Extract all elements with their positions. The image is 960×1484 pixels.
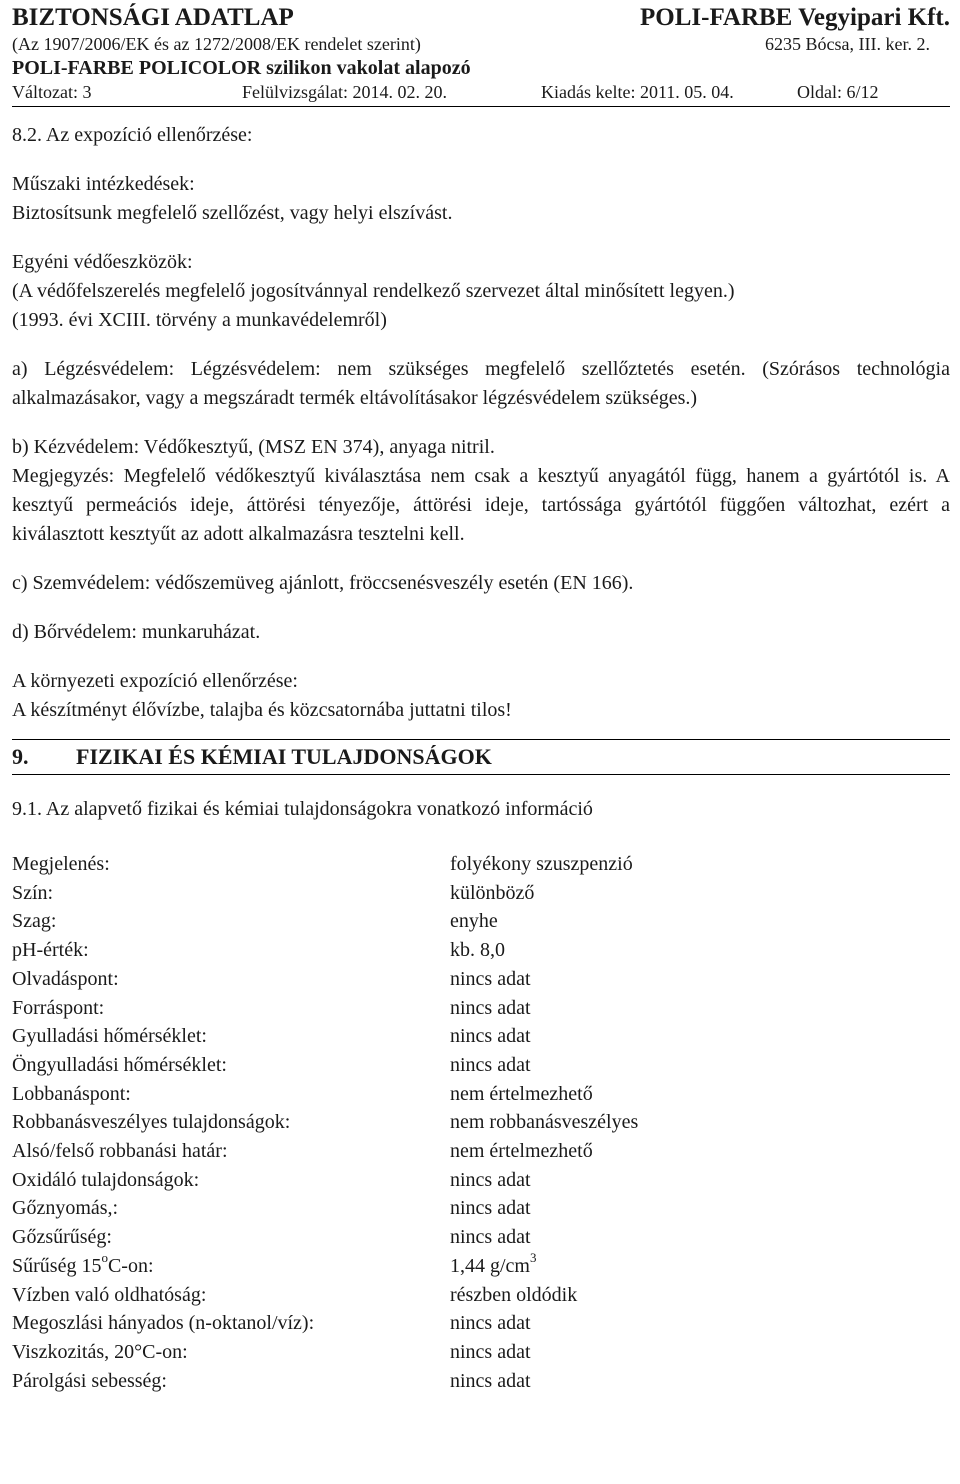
- tech-measures-text: Biztosítsunk megfelelő szellőzést, vagy helyi elszívást.: [12, 202, 453, 224]
- section-9-number: 9.: [12, 744, 29, 769]
- hand-protection: b) Kézvédelem: Védőkesztyű, (MSZ EN 374), anyaga nitril.: [12, 436, 495, 458]
- property-label: Gyulladási hőmérséklet:: [12, 1025, 207, 1048]
- document-header: [12, 3, 950, 107]
- property-row: [12, 1108, 950, 1137]
- issue-date: Kiadás kelte: 2011. 05. 04.: [541, 82, 734, 102]
- section-8-2: [12, 121, 950, 725]
- property-row-density: [12, 1252, 950, 1281]
- product-name: POLI-FARBE POLICOLOR szilikon vakolat alapozó: [12, 57, 471, 79]
- property-row: [12, 965, 950, 994]
- section-9-header: [12, 739, 950, 775]
- property-label: Megjelenés:: [12, 853, 110, 875]
- property-value: nincs adat: [450, 1340, 531, 1363]
- property-value: nem értelmezhető: [450, 1082, 593, 1105]
- regulation-reference: (Az 1907/2006/EK és az 1272/2008/EK rendelet szerint): [12, 34, 421, 54]
- property-label: Szag:: [12, 910, 57, 933]
- environmental-exposure-text: A készítményt élővízbe, talajba és közcsatornába juttatni tilos!: [12, 699, 512, 721]
- property-row: [12, 1281, 950, 1310]
- environmental-exposure-heading: A környezeti expozíció ellenőrzése:: [12, 670, 298, 692]
- property-label: Vízben való oldhatóság:: [12, 1283, 207, 1306]
- property-row: [12, 1309, 950, 1338]
- property-label: Öngyulladási hőmérséklet:: [12, 1053, 227, 1076]
- property-label: Viszkozitás, 20°C-on:: [12, 1340, 188, 1363]
- hand-protection-note: Megjegyzés: Megfelelő védőkesztyű kiválasztása nem csak a kesztyű anyagától függ, hanem a gyártótól is. A kesztyű permeációs ideje, áttörési tényezője, áttörési ideje, tartóssága gyártótól függően változhat, ezért a kiválasztott kesztyűt az adott alkalmazásra tesztelni kell.: [12, 465, 950, 545]
- property-value: kb. 8,0: [450, 939, 505, 962]
- property-label: Robbanásveszélyes tulajdonságok:: [12, 1111, 291, 1134]
- property-value: nincs adat: [450, 967, 531, 990]
- property-value: 1,44 $g/cm^3$: [450, 1250, 537, 1277]
- property-value: folyékony szuszpenzió: [450, 853, 633, 875]
- property-value: nincs adat: [450, 1226, 531, 1249]
- property-label: Szín:: [12, 881, 54, 904]
- respiratory-protection: a) Légzésvédelem: Légzésvédelem: nem szükséges megfelelő szellőztetés esetén. (Szórásos technológia alkalmazásakor, vagy a megszáradt termék eltávolításakor légzésvédelem szükséges.): [12, 358, 950, 409]
- company-address: 6235 Bócsa, III. ker. 2.: [765, 34, 930, 54]
- property-row: [12, 1022, 950, 1051]
- property-label: pH-érték:: [12, 939, 89, 962]
- property-value: nincs adat: [450, 1168, 531, 1191]
- property-value: különböző: [450, 881, 535, 904]
- page-number: Oldal: 6/12: [797, 82, 879, 102]
- section-9-title: FIZIKAI ÉS KÉMIAI TULAJDONSÁGOK: [76, 744, 492, 769]
- property-row: [12, 1367, 950, 1396]
- property-label: Gőznyomás,:: [12, 1197, 119, 1220]
- property-label: Olvadáspont:: [12, 967, 119, 990]
- version: Változat: 3: [12, 82, 92, 102]
- property-value: nincs adat: [450, 1197, 531, 1220]
- property-row: [12, 850, 950, 879]
- ppe-line-2: (1993. évi XCIII. törvény a munkavédelemről): [12, 309, 387, 331]
- property-label: Sűrűség 15$^o$C-on:: [12, 1250, 154, 1277]
- property-row: [12, 1166, 950, 1195]
- property-label: Lobbanáspont:: [12, 1082, 131, 1105]
- property-row: [12, 1137, 950, 1166]
- property-value: nem robbanásveszélyes: [450, 1111, 639, 1134]
- property-row: [12, 1194, 950, 1223]
- property-value: nincs adat: [450, 1369, 531, 1392]
- tech-measures-heading: Műszaki intézkedések:: [12, 173, 195, 195]
- property-label: Alsó/felső robbanási határ:: [12, 1140, 228, 1163]
- property-row: [12, 1338, 950, 1367]
- property-row: [12, 1223, 950, 1252]
- property-value: nem értelmezhető: [450, 1140, 593, 1163]
- property-label: Forráspont:: [12, 996, 105, 1019]
- property-value: nincs adat: [450, 1025, 531, 1048]
- property-row: [12, 936, 950, 965]
- property-value: nincs adat: [450, 1312, 531, 1335]
- section-9-1-heading: 9.1. Az alapvető fizikai és kémiai tulajdonságokra vonatkozó információ: [12, 798, 593, 820]
- property-label: Párolgási sebesség:: [12, 1369, 167, 1392]
- property-value: nincs adat: [450, 996, 531, 1019]
- properties-list: [12, 850, 950, 1395]
- skin-protection: d) Bőrvédelem: munkaruházat.: [12, 621, 261, 643]
- ppe-heading: Egyéni védőeszközök:: [12, 251, 193, 273]
- property-row: [12, 879, 950, 908]
- document-page: [12, 0, 950, 1395]
- property-value: részben oldódik: [450, 1283, 578, 1306]
- property-label: Megoszlási hányados (n-oktanol/víz):: [12, 1312, 315, 1335]
- section-heading: 8.2. Az expozíció ellenőrzése:: [12, 124, 253, 146]
- review-date: Felülvizsgálat: 2014. 02. 20.: [242, 82, 447, 102]
- property-value: enyhe: [450, 910, 498, 933]
- property-label: Oxidáló tulajdonságok:: [12, 1168, 200, 1191]
- property-row: [12, 907, 950, 936]
- property-value: nincs adat: [450, 1053, 531, 1076]
- ppe-line-1: (A védőfelszerelés megfelelő jogosítvánnyal rendelkező szervezet által minősített legyen.): [12, 280, 735, 302]
- property-row: [12, 1080, 950, 1109]
- document-title: BIZTONSÁGI ADATLAP: [12, 4, 294, 31]
- eye-protection: c) Szemvédelem: védőszemüveg ajánlott, fröccsenésveszély esetén (EN 166).: [12, 572, 634, 594]
- property-label: Gőzsűrűség:: [12, 1226, 112, 1249]
- property-row: [12, 1051, 950, 1080]
- property-row: [12, 994, 950, 1023]
- header-divider: [12, 106, 950, 107]
- company-name: POLI-FARBE Vegyipari Kft.: [640, 4, 950, 31]
